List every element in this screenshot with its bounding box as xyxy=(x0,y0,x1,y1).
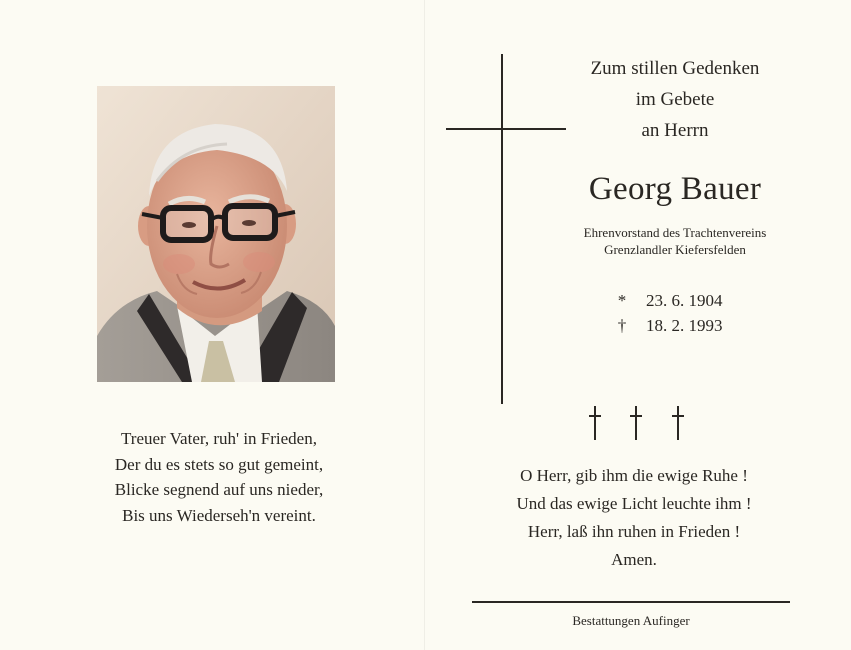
intro-text xyxy=(560,53,790,146)
footer-divider xyxy=(472,601,790,603)
cross-icon xyxy=(671,406,685,440)
cross-icon-horizontal-bar xyxy=(446,128,566,130)
poem-line: Bis uns Wiederseh'n vereint. xyxy=(122,505,316,525)
cross-icon-vertical-bar xyxy=(501,54,503,404)
prayer-line: Amen. xyxy=(611,550,657,569)
role-line: Grenzlandler Kiefersfelden xyxy=(604,242,746,257)
poem-line: Der du es stets so gut gemeint, xyxy=(114,454,324,474)
death-date: 18. 2. 1993 xyxy=(646,316,723,335)
intro-line: an Herrn xyxy=(641,120,709,141)
card-fold-line xyxy=(424,0,425,650)
poem-line: Blicke segnend auf uns nieder, xyxy=(114,480,324,499)
death-dagger-icon: † xyxy=(617,316,627,335)
three-crosses xyxy=(582,406,702,446)
portrait-photo xyxy=(97,86,335,382)
prayer-line: O Herr, gib ihm die ewige Ruhe ! xyxy=(520,466,748,485)
cross-icon xyxy=(588,406,602,440)
prayer-line: Und das ewige Licht leuchte ihm ! xyxy=(516,494,752,513)
life-dates xyxy=(612,288,792,338)
birth-star-icon: * xyxy=(617,291,627,310)
birth-date: 23. 6. 1904 xyxy=(646,291,723,310)
deceased-role xyxy=(545,224,805,258)
funeral-home: Bestattungen Aufinger xyxy=(572,613,690,628)
death-date-row xyxy=(612,313,792,338)
deceased-name: Georg Bauer xyxy=(588,171,762,207)
poem xyxy=(50,426,388,528)
role-line: Ehrenvorstand des Trachtenvereins xyxy=(583,225,767,240)
cross-icon xyxy=(629,406,643,440)
prayer-line: Herr, laß ihn ruhen in Frieden ! xyxy=(527,522,741,541)
prayer xyxy=(470,462,798,574)
birth-date-row xyxy=(612,288,792,313)
intro-line: im Gebete xyxy=(635,89,715,110)
intro-line: Zum stillen Gedenken xyxy=(590,58,760,79)
poem-line: Treuer Vater, ruh' in Frieden, xyxy=(121,429,317,448)
